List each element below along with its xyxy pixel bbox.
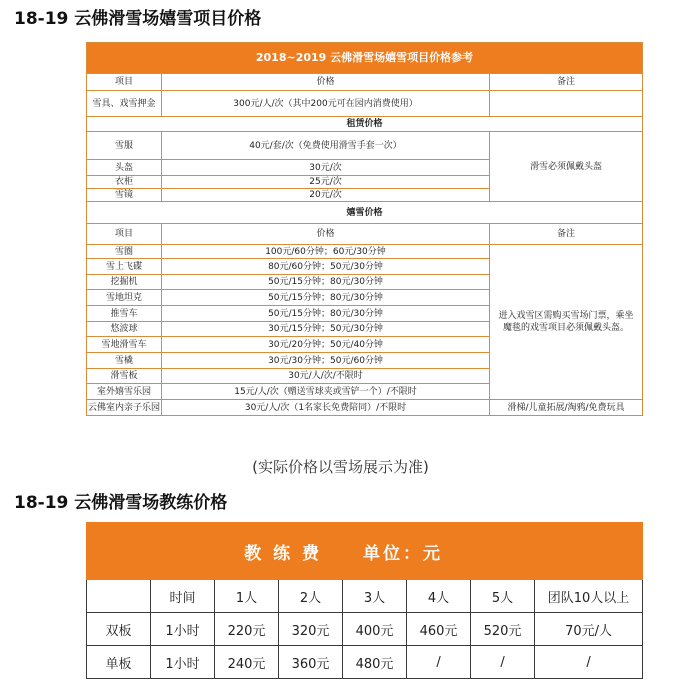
rent-item: 衣柜 — [87, 176, 162, 189]
coach-cell: 360元 — [279, 646, 343, 679]
play-note: 进入戏雪区需购买雪场门票，乘坐魔毯的戏雪项目必须佩戴头盔。 — [490, 245, 643, 400]
rent-price: 20元/次 — [162, 189, 490, 202]
play-price: 30元/20分钟；50元/40分钟 — [162, 337, 490, 353]
coach-cell: / — [407, 646, 471, 679]
section-play-title: 嬉雪价格 — [87, 202, 643, 224]
col-header-note: 备注 — [490, 74, 643, 91]
rent-price: 30元/次 — [162, 160, 490, 176]
play-note: 滑梯/儿童拓展/淘鸦/免费玩具 — [490, 400, 643, 416]
coach-fee-unit: 单位：元 — [343, 523, 643, 580]
rent-note: 滑雪必须佩戴头盔 — [490, 132, 643, 202]
coach-header: 团队10人以上 — [535, 580, 643, 613]
section-rent-title: 租赁价格 — [87, 117, 643, 132]
coach-cell: 520元 — [471, 613, 535, 646]
play-item: 推雪车 — [87, 306, 162, 322]
deposit-note — [490, 91, 643, 117]
rent-item: 雪服 — [87, 132, 162, 160]
page-heading-snow-play: 18-19 云佛滑雪场嬉雪项目价格 — [14, 9, 262, 29]
play-item: 雪橇 — [87, 353, 162, 369]
coach-cell: 220元 — [215, 613, 279, 646]
play-price: 50元/15分钟；80元/30分钟 — [162, 290, 490, 306]
play-item: 雪地坦克 — [87, 290, 162, 306]
play-item: 悠波球 — [87, 322, 162, 337]
play-item: 室外嬉雪乐园 — [87, 384, 162, 400]
coach-header: 2人 — [279, 580, 343, 613]
coach-header: 5人 — [471, 580, 535, 613]
coach-fee-title: 教 练 费 — [87, 523, 343, 580]
coach-cell: 70元/人 — [535, 613, 643, 646]
snow-play-price-table — [86, 42, 643, 416]
coach-header: 3人 — [343, 580, 407, 613]
rent-item: 雪镜 — [87, 189, 162, 202]
price-disclaimer: (实际价格以雪场展示为准) — [252, 458, 429, 476]
coach-cell: / — [535, 646, 643, 679]
col-header-item: 项目 — [87, 74, 162, 91]
play-item: 滑雪板 — [87, 369, 162, 384]
play-price: 30元/人/次/不限时 — [162, 369, 490, 384]
coach-cell: 单板 — [87, 646, 151, 679]
coach-header: 时间 — [151, 580, 215, 613]
play-item: 雪上飞碟 — [87, 259, 162, 275]
play-price: 50元/15分钟；80元/30分钟 — [162, 306, 490, 322]
rent-price: 40元/套/次（免费使用滑雪手套一次） — [162, 132, 490, 160]
coach-cell: 双板 — [87, 613, 151, 646]
deposit-price: 300元/人/次（其中200元可在园内消费使用） — [162, 91, 490, 117]
coach-cell: / — [471, 646, 535, 679]
coach-cell: 400元 — [343, 613, 407, 646]
play-price: 15元/人/次（赠送雪球夹或雪铲一个）/不限时 — [162, 384, 490, 400]
play-price: 80元/60分钟；50元/30分钟 — [162, 259, 490, 275]
play-price: 50元/15分钟；80元/30分钟 — [162, 275, 490, 290]
play-price: 30元/30分钟；50元/60分钟 — [162, 353, 490, 369]
deposit-item: 雪具、戏雪押金 — [87, 91, 162, 117]
play-price: 100元/60分钟；60元/30分钟 — [162, 245, 490, 259]
play-price: 30元/15分钟；50元/30分钟 — [162, 322, 490, 337]
col-header-price: 价格 — [162, 224, 490, 245]
coach-price-table — [86, 522, 643, 679]
coach-cell: 1小时 — [151, 613, 215, 646]
coach-cell: 320元 — [279, 613, 343, 646]
coach-cell: 240元 — [215, 646, 279, 679]
play-item: 雪地滑雪车 — [87, 337, 162, 353]
play-item: 挖掘机 — [87, 275, 162, 290]
play-item: 云佛室内亲子乐园 — [87, 400, 162, 416]
coach-cell: 480元 — [343, 646, 407, 679]
table-title: 2018~2019 云佛滑雪场嬉雪项目价格参考 — [87, 43, 643, 74]
coach-header: 4人 — [407, 580, 471, 613]
col-header-note: 备注 — [490, 224, 643, 245]
coach-cell: 460元 — [407, 613, 471, 646]
col-header-price: 价格 — [162, 74, 490, 91]
play-price: 30元/人/次（1名家长免费陪同）/不限时 — [162, 400, 490, 416]
rent-price: 25元/次 — [162, 176, 490, 189]
coach-header: 1人 — [215, 580, 279, 613]
coach-header-blank — [87, 580, 151, 613]
page-heading-coach: 18-19 云佛滑雪场教练价格 — [14, 493, 228, 513]
col-header-item: 项目 — [87, 224, 162, 245]
rent-item: 头盔 — [87, 160, 162, 176]
coach-cell: 1小时 — [151, 646, 215, 679]
play-item: 雪圈 — [87, 245, 162, 259]
